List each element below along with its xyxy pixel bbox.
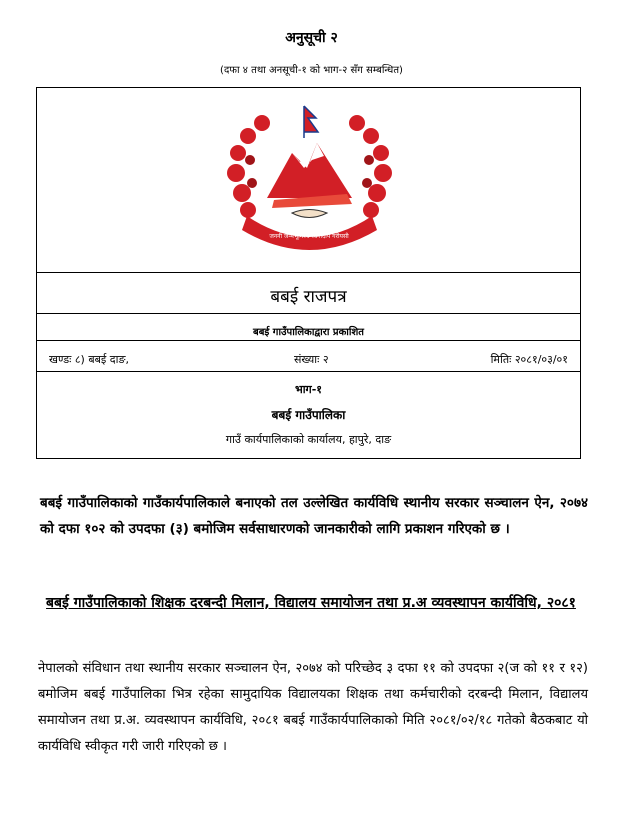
schedule-title: अनुसूची २: [285, 30, 338, 46]
divider: [37, 313, 580, 314]
issue-date: मितिः २०८१/०३/०१: [490, 353, 568, 366]
procedure-heading: बबई गाउँपालिकाको शिक्षक दरबन्दी मिलान, विद्यालय समायोजन तथा प्र.अ व्यवस्थापन कार्यविधि, २०८१: [46, 595, 576, 611]
nepal-emblem-icon: [212, 98, 407, 258]
gazette-title: बबई राजपत्र: [270, 287, 347, 307]
schedule-subtitle: (दफा ४ तथा अनसूची-१ को भाग-२ सँग सम्बन्धित): [220, 65, 403, 76]
gazette-meta-row: [49, 352, 568, 370]
divider: [37, 272, 580, 273]
publisher-line: बबई गाउँपालिकाद्वारा प्रकाशित: [253, 327, 364, 338]
emblem-area: [37, 88, 580, 270]
issue-number: संख्याः २: [294, 353, 329, 366]
divider: [37, 340, 580, 341]
intro-paragraph: बबई गाउँपालिकाको गाउँकार्यपालिकाले बनाएको तल उल्लेखित कार्यविधि स्थानीय सरकार सञ्चालन ऐन, २०७४ को दफा १०२ को उपदफा (३) बमोजिम सर्वसाधारणको जानकारीको लागि प्रकाशन गरिएको छ ।: [40, 495, 588, 537]
part-label: भाग-१: [294, 383, 323, 396]
municipality-name: बबई गाउँपालिका: [271, 408, 346, 422]
divider: [37, 371, 580, 372]
emblem-motto: जननी जन्मभूमिश्च स्वर्गादपि गरीयसी: [269, 233, 349, 240]
body-paragraph: नेपालको संविधान तथा स्थानीय सरकार सञ्चालन ऐन, २०७४ को परिच्छेद ३ दफा ११ को उपदफा २(ज को ११ र १२) बमोजिम बबई गाउँपालिका भित्र रहेका सामुदायिक विद्यालयका शिक्षक तथा कर्मचारीको दरबन्दी मिलान, विद्यालय समायोजन तथा प्र.अ. व्यवस्थापन कार्यविधि, २०८१ बबई गाउँकार्यपालिकाको मिति २०८१/०२/१८ गतेको बैठकबाट यो कार्यविधि स्वीकृत गरी जारी गरिएको छ ।: [38, 661, 588, 754]
gazette-header-box: [36, 87, 581, 459]
office-address: गाउँ कार्यपालिकाको कार्यालय, हापुरे, दाङ: [225, 433, 392, 446]
volume-label: खण्डः ८) बबई दाङ,: [49, 353, 129, 366]
